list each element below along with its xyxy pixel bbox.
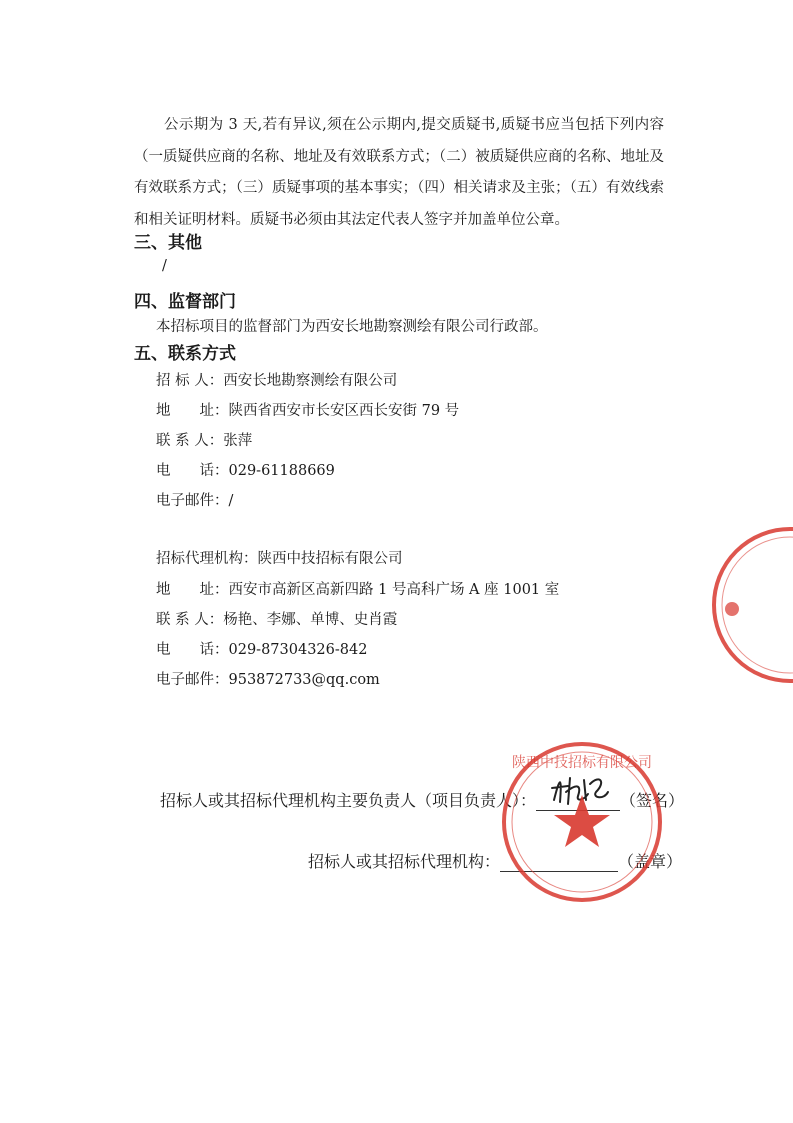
tenderer-email-label: 电子邮件： (156, 493, 229, 509)
signature-suffix: （签名） (620, 791, 685, 810)
objection-notice-paragraph: 公示期为 3 天,若有异议,须在公示期内,提交质疑书,质疑书应当包括下列内容（一质疑供应商的名称、地址及有效联系方式；（二）被质疑供应商的名称、地址及有效联系方式；（三）质疑事项的基本事实；（四）相关请求及主张；（五）有效线索和相关证明材料。质疑书必须由其法定代表人签字并加盖单位公章。 (134, 117, 664, 228)
tenderer-email-row (156, 489, 233, 510)
section-contact-title: 五、联系方式 (134, 344, 236, 364)
tenderer-name-label: 招 标 人： (156, 373, 224, 389)
company-seal-stamp (497, 737, 667, 907)
agency-email: 953872733@qq.com (228, 672, 380, 688)
tenderer-phone-label: 电 话： (156, 463, 229, 479)
agency-name-row (156, 547, 403, 568)
agency-name-label: 招标代理机构： (156, 551, 258, 567)
tenderer-name: 西安长地勘察测绘有限公司 (223, 373, 398, 389)
tenderer-phone-row (156, 459, 335, 480)
tenderer-contact-label: 联 系 人： (156, 433, 224, 449)
agency-contact-label: 联 系 人： (156, 612, 224, 628)
agency-email-label: 电子邮件： (156, 672, 229, 688)
agency-phone: 029-87304326-842 (228, 642, 368, 658)
agency-contact: 杨艳、李娜、单博、史肖霞 (223, 612, 398, 628)
tenderer-address: 陕西省西安市长安区西长安街 79 号 (228, 403, 460, 419)
agency-address-row (156, 578, 559, 599)
signature-label: 招标人或其招标代理机构主要负责人（项目负责人）： (160, 791, 537, 810)
agency-address-label: 地 址： (156, 582, 229, 598)
tenderer-contact: 张萍 (223, 433, 253, 449)
partial-seal-stamp (700, 525, 793, 685)
section-other-content: / (162, 258, 167, 274)
tenderer-contact-row (156, 429, 252, 450)
tenderer-email: / (228, 493, 234, 509)
tenderer-address-row (156, 399, 459, 420)
agency-name: 陕西中技招标有限公司 (257, 551, 403, 567)
seal-suffix: （盖章） (618, 852, 683, 871)
agency-phone-row (156, 638, 367, 659)
svg-text:陕西中技招标有限公司: 陕西中技招标有限公司 (512, 755, 652, 771)
agency-contact-row (156, 608, 397, 629)
agency-email-row (156, 668, 380, 689)
section-other-title: 三、其他 (134, 233, 202, 253)
agency-phone-label: 电 话： (156, 642, 229, 658)
seal-label: 招标人或其招标代理机构： (308, 852, 501, 871)
tenderer-address-label: 地 址： (156, 403, 229, 419)
tenderer-name-row (156, 369, 397, 390)
tenderer-phone: 029-61188669 (228, 463, 335, 479)
section-supervision-title: 四、监督部门 (134, 292, 236, 312)
section-supervision-content: 本招标项目的监督部门为西安长地勘察测绘有限公司行政部。 (156, 319, 548, 335)
agency-address: 西安市高新区高新四路 1 号高科广场 A 座 1001 室 (228, 582, 560, 598)
